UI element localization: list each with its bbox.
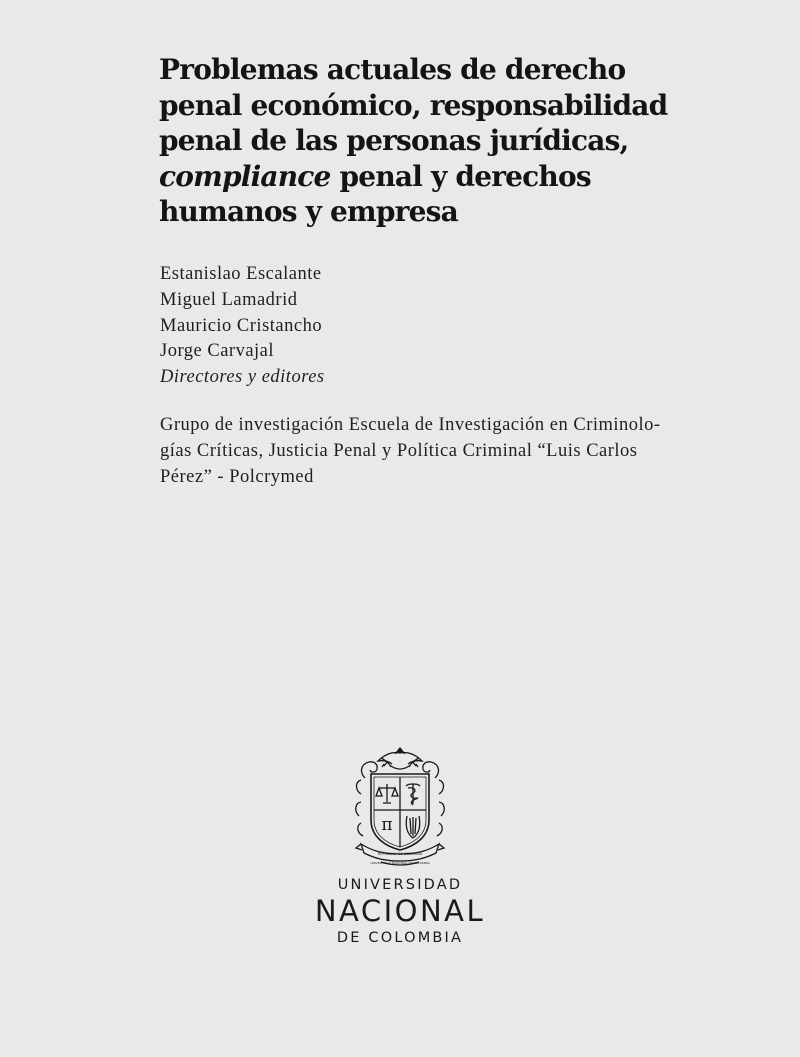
title-line-4-rest: penal y derechos [330, 159, 591, 193]
research-group-line: Grupo de investigación Escuela de Investigación en Criminolo- [160, 415, 661, 435]
publisher-line-2: NACIONAL [314, 894, 486, 928]
book-title [159, 52, 759, 230]
research-group [160, 413, 680, 490]
title-line-4 [159, 159, 759, 195]
research-group-line: gías Críticas, Justicia Penal y Política Criminal “Luis Carlos [160, 440, 638, 461]
editor-name: Jorge Carvajal [160, 341, 275, 362]
editor-name: Mauricio Cristancho [160, 315, 323, 336]
title-line-3: penal de las personas jurídicas, [159, 124, 629, 157]
university-seal-icon [351, 744, 449, 868]
seal-name: UNIVERSIDAD NACIONAL DE COLOMBIA [370, 861, 430, 865]
title-italic-word: compliance [159, 159, 331, 193]
title-line-2: penal económico, responsabilidad [159, 88, 668, 122]
editors-role: Directores y editores [160, 367, 325, 388]
title-line-1: Problemas actuales de derecho [159, 53, 626, 86]
editors-block [160, 262, 325, 391]
publisher-line-3: DE COLOMBIA [336, 930, 464, 946]
editor-name: Miguel Lamadrid [160, 289, 298, 310]
pi-symbol: π [381, 815, 393, 835]
research-group-line: Pérez” - Polcrymed [160, 466, 314, 487]
seal-motto: REPUBLICA DE COLOMBIA [378, 852, 422, 856]
publisher-logo [300, 744, 500, 954]
editor-name: Estanislao Escalante [160, 264, 322, 284]
title-line-5: humanos y empresa [159, 195, 458, 228]
publisher-line-1: UNIVERSIDAD [337, 877, 463, 893]
